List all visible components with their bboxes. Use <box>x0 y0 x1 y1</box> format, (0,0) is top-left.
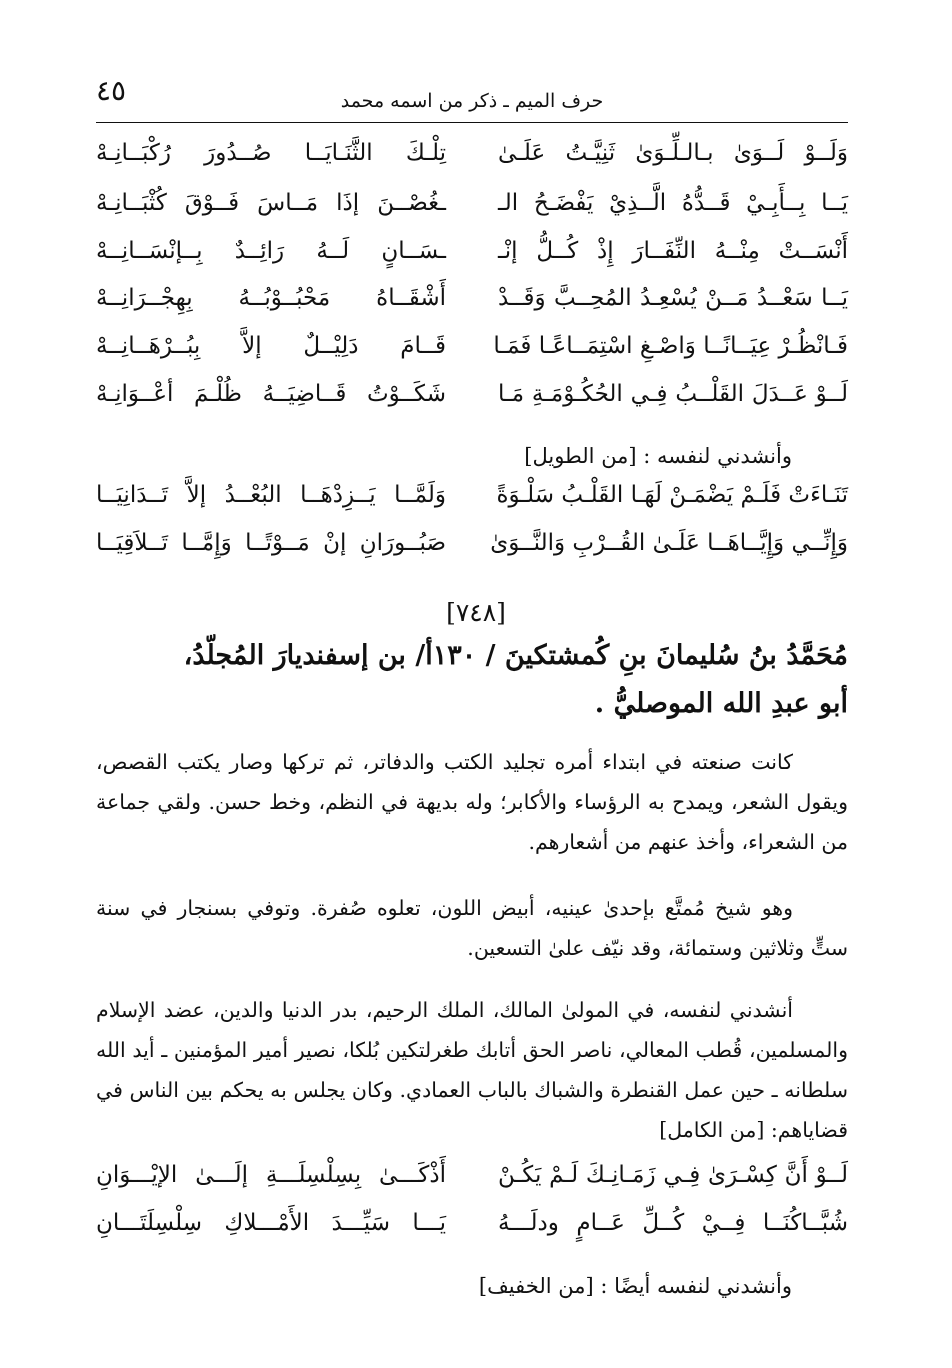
second-hemistich: قَــامَ دَلِيْــلٌ إلاَّ بِبُــرْهَــانِــهْ <box>96 333 446 359</box>
first-hemistich: يَــا بِــأَبِـيْ قَــدُّهُ الَّــذِيْ يَفْضَـحُ الـ <box>498 190 848 216</box>
running-title: حرف الميم ـ ذكر من اسمه محمد <box>340 90 604 112</box>
poem2-couplet <box>96 482 848 528</box>
first-hemistich: وَلَــوْ لَــوَىٰ بـالـلِّـوَىٰ ثَنِيَّـتُ عَلَـىٰ <box>498 140 848 166</box>
biography-paragraph: أنشدني لنفسه، في المولىٰ المالك، الملك الرحيم، بدر الدنيا والدين، عضد الإسلام والمسلمين، قُطب المعالي، ناصر الحق أتابك طغرلتكين بُلكا، نصير أمير المؤمنين ـ أيد الله سلطانه ـ حين عمل القنطرة والشباك بالباب العمادي. وكان يجلس به يحكم بين الناس في قضاياهم: [من الكامل] <box>96 998 848 1142</box>
poem1-couplet <box>96 190 848 236</box>
poem2-couplet <box>96 530 848 576</box>
second-hemistich: يَـــا سَيِّـــدَ الأَمْـــلاكِ سِلْسِلَتَـــانِ <box>96 1210 446 1236</box>
first-hemistich: وَإِنِّــي وَإِيَّــاهَــا عَلَـىٰ القُــرْبِ وَالنَّــوَىٰ <box>490 530 848 556</box>
biography-paragraph: كانت صنعته في ابتداء أمره تجليد الكتب والدفاتر، ثم تركها وصار يكتب القصص، ويقول الشعر، ويمدح به الرؤساء والأكابر؛ وله بديهة في النظم، وخط حسن. ولقي جماعة من الشعراء، وأخذ عنهم من أشعارهم. <box>96 750 848 854</box>
second-hemistich: صَبُــورَانِ إنْ مَــوْتًــا وَإِمَّــا تَــلاَقِيَــا <box>96 530 446 556</box>
poem3-couplet <box>96 1210 848 1256</box>
second-hemistich: ـغُصْــنَ إذَا مَــاسَ فَــوْقَ كُثْبَــانِـهْ <box>96 190 446 216</box>
second-hemistich: شَكَــوْتُ قَــاضِيَــهُ ظُلْـمَ أعْــوَانِـهْ <box>96 381 446 407</box>
second-hemistich: أَشْقَــاهُ مَحْبُــوْبُــهُ بِهِجْــرَانِــهْ <box>96 285 446 311</box>
second-hemistich: أَذْكَـــىٰ بِسِلْسِلَـــةِ إلَـــىٰ الإيْـــوَانِ <box>96 1162 446 1188</box>
header-rule <box>96 122 848 123</box>
first-hemistich: لَــوْ أَنَّ كِسْـرَىٰ فِـي زَمَـانِـكَ لَـمْ يَكُـنْ <box>498 1162 848 1188</box>
meter-intro: وأنشدني لنفسه : [من الطويل] <box>524 444 792 468</box>
second-hemistich: ـسَــانٍ لَــهُ رَائِــدٌ بِــإنْسَــانِــهْ <box>96 238 446 264</box>
poem1-couplet <box>96 140 848 186</box>
entry-number: [٧٤٨] <box>446 598 506 627</box>
poem1-couplet <box>96 381 848 427</box>
first-hemistich: يَــا سَعْــدُ مَــنْ يُسْعِـدُ المُحِــبَّ وَقَــدْ <box>498 285 848 311</box>
meter-intro: وأنشدني لنفسه أيضًا : [من الخفيف] <box>478 1274 792 1298</box>
page-header <box>96 68 848 112</box>
first-hemistich: فَـانْظُـرْ عِيَــانًــا وَاصْـغِ اسْتِمَــاعًـا فَمَـا <box>493 333 848 359</box>
poem1-couplet <box>96 238 848 284</box>
second-hemistich: وَلَمَّــا يَــزِدْهَــا البُعْــدُ إلاَّ تَــدَانِيَــا <box>96 482 446 508</box>
first-hemistich: أَنْسَــتْ مِنْــهُ النِّفَــارَ إِذْ كُــلُّ إنْـ <box>498 238 848 264</box>
first-hemistich: تَنَـاءَتْ فَلَـمْ يَضْمَـنْ لَهَـا القَلْـبُ سَلْـوَةً <box>496 482 848 508</box>
second-hemistich: تِلْـكَ الثَّنَـايَــا صُــدُورَ رُكْبَــانِـهْ <box>96 140 446 166</box>
entry-title-line2: أبو عبدِ الله الموصليُّ . <box>594 688 848 719</box>
poem1-couplet <box>96 333 848 379</box>
entry-title-line1: مُحَمَّدُ بنُ سُليمانَ بنِ كُمشتكينَ / ١٣٠أ/ بن إسفنديارَ المُجلّدُ، <box>183 640 848 671</box>
poem3-couplet <box>96 1162 848 1208</box>
biography-paragraph: وهو شيخ مُمتَّع بإحدىٰ عينيه، أبيض اللون، تعلوه صُفرة. وتوفي بسنجار في سنة ستٍّ وثلاثين وستمائة، وقد نيّف علىٰ التسعين. <box>96 896 848 960</box>
first-hemistich: لَــوْ عَــدَلَ القَلْــبُ فِـي الحُكُـوْمَـةِ مَـا <box>498 381 848 407</box>
first-hemistich: شُبَّــاكُنَــا فِــيْ كُــلِّ عَــامٍ ودلَـــهُ <box>498 1210 848 1236</box>
poem1-couplet <box>96 285 848 331</box>
page-number: ٤٥ <box>96 74 127 107</box>
